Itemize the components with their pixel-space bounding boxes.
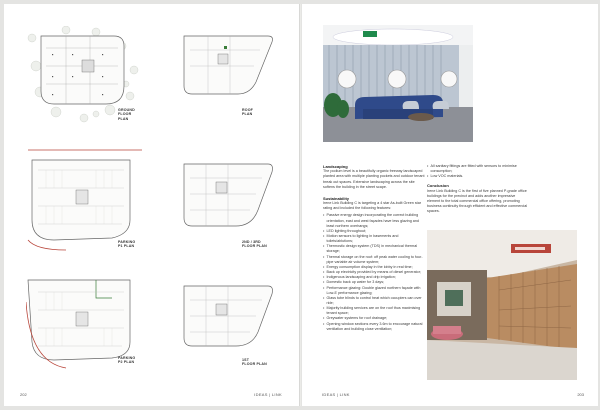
sustainability-list — [323, 213, 425, 332]
list-item: • Motion sensors to lighting in basements and toilets/ablutions; — [323, 234, 425, 244]
list-item: • Glass tube blinds to control heat which occupiers can over ride; — [323, 296, 425, 306]
list-item: • Passive energy design incorporating the correct building orientation, east and west façades have less glazing and least northern overhangs; — [323, 213, 425, 228]
roof-plan — [176, 26, 278, 124]
list-item: • Opening window sections every 3.6m to encourage natural ventilation and building close ventilation; — [323, 322, 425, 332]
landscaping-paragraph: The podium level is a beautifully organic freeway landscaped planted area with multiple planting pockets and outdoor tenant break out spaces. Extensive landscaping across the site softens the building in the street scape. — [323, 169, 425, 189]
parking-p2-plan — [26, 272, 146, 374]
sustainability-list-cont — [427, 164, 529, 179]
sustainability-paragraph: Irene Link Building C is targeting a 4 star As-built Green star rating and included the following features: — [323, 201, 421, 211]
publication-brand: IDEAS | LINK — [322, 392, 350, 397]
list-item: • LED lighting throughout; — [323, 229, 425, 234]
list-item: • Back up electricity provided by means of diesel generator; — [323, 270, 425, 275]
list-item: • Greywater systems for roof drainage; — [323, 316, 425, 321]
conclusion-heading: Conclusion — [427, 183, 449, 189]
list-item: • Majority building services are on the roof thus maximising tenant space; — [323, 306, 425, 316]
floor-1-plan — [176, 280, 278, 374]
left-page — [4, 4, 300, 406]
page-number: 202 — [20, 392, 27, 397]
plan-label: GROUND FLOOR PLAN — [118, 108, 135, 121]
book-spine — [299, 4, 301, 406]
list-item: • Thermal storage on the roof: off peak water cooling to four-pipe variable air volume system; — [323, 255, 425, 265]
plan-label: PARKING P1 PLAN — [118, 240, 136, 249]
conclusion-paragraph: Irene Link Building C is the first of five planned P-grade office buildings for the precinct and adds another impressive element to the total commercial office offering, promoting business continuity through efficient and effective commercial spaces. — [427, 188, 528, 214]
list-item: • Indigenous landscaping and drip irrigation; — [323, 275, 425, 280]
ground-floor-plan — [26, 26, 141, 124]
list-item: • Energy consumption display in the lobby in real time; — [323, 265, 425, 270]
plan-label: 2ND / 3RD FLOOR PLAN — [242, 240, 267, 249]
publication-brand: IDEAS | LINK — [254, 392, 282, 397]
plan-label: PARKING P2 PLAN — [118, 356, 136, 365]
floor-2-3-plan — [176, 156, 278, 254]
right-page — [302, 4, 598, 406]
text-column-2 — [427, 164, 529, 216]
page-number: 203 — [577, 392, 584, 397]
sustainability-heading: Sustainability — [323, 195, 350, 201]
landscaping-heading: Landscaping — [323, 164, 348, 169]
list-item: • Thermostic design system (TDS) in mechanical thermal storage; — [323, 244, 425, 254]
list-item: • Performance glazing: Double glazed northern façade with Low-E performance glazing; — [323, 286, 425, 296]
list-item: • Domestic back up water for 3 days; — [323, 280, 425, 285]
list-item: • Low VOC materials. — [427, 174, 529, 179]
list-item: • All sanitary fittings are fitted with sensors to minimise consumption; — [427, 164, 529, 174]
corridor-photo — [427, 230, 577, 380]
plan-label: ROOF PLAN — [242, 108, 253, 117]
lobby-photo — [323, 25, 473, 142]
text-column-1 — [323, 164, 425, 332]
plan-label: 1ST FLOOR PLAN — [242, 358, 267, 367]
parking-p1-plan — [26, 144, 146, 254]
